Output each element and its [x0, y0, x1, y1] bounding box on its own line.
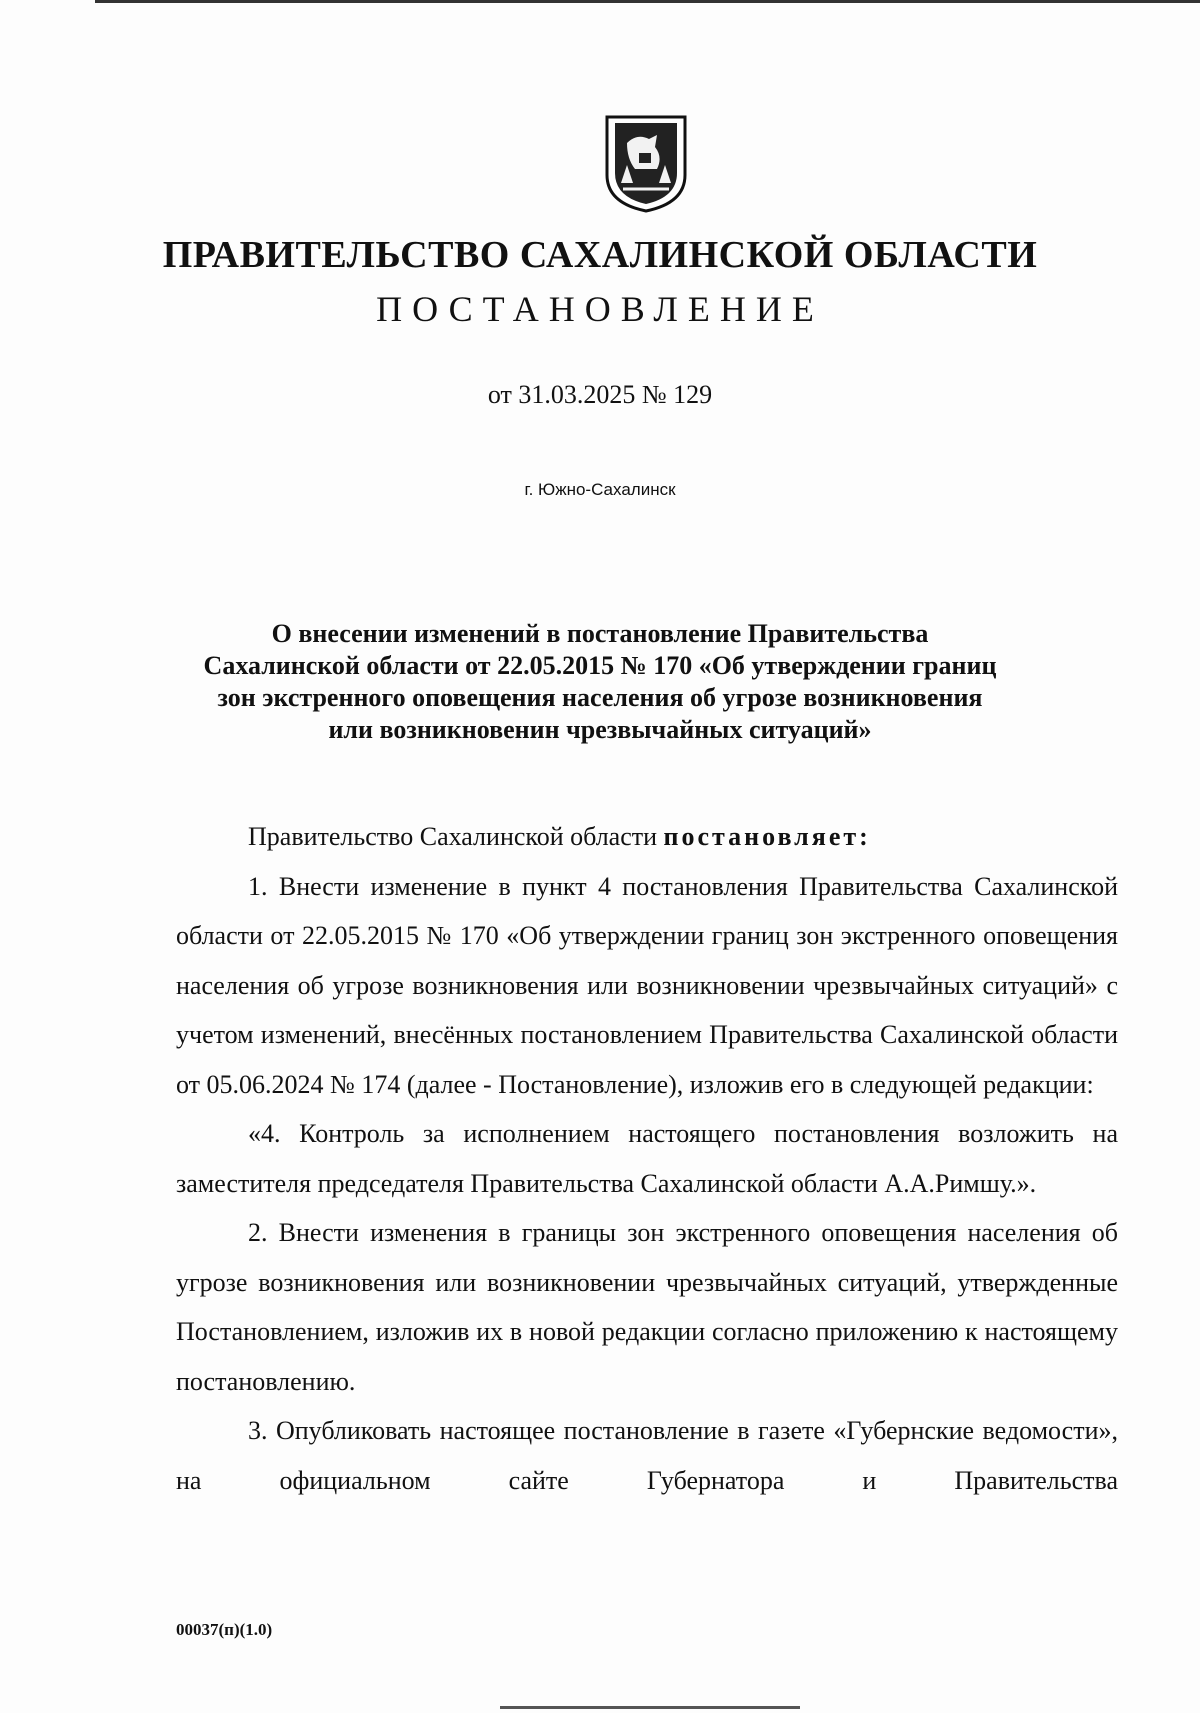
paragraph-1-quote: «4. Контроль за исполнением настоящего постановления возложить на заместителя председателя Правительства Сахалинской области А.А.Римшу.».: [176, 1119, 1118, 1198]
paragraph-2: 2. Внести изменения в границы зон экстренного оповещения населения об угрозе возникновения или возникновении чрезвычайных ситуаций, утвержденные Постановлением, изложив их в новой редакции согласно приложению к настоящему постановлению.: [176, 1218, 1118, 1396]
coat-of-arms-icon: [597, 113, 695, 213]
intro-paragraph: [176, 812, 1118, 862]
top-border-line: [95, 0, 1200, 3]
intro-verb: постановляет:: [663, 822, 871, 851]
paragraph-3: 3. Опубликовать настоящее постановление в газете «Губернские ведомости», на официальном сайте Губернатора и Правительства: [176, 1416, 1118, 1495]
document-type: ПОСТАНОВЛЕНИЕ: [376, 289, 824, 329]
decree-subject: О внесении изменений в постановление Правительства Сахалинской области от 22.05.2015 № 170 «Об утверждении границ зон экстренного оповещения населения об угрозе возникновения или возникновенин чрезвычайных ситуаций»: [203, 619, 997, 744]
intro-prefix: Правительство Сахалинской области: [248, 822, 658, 851]
form-code: 00037(п)(1.0): [176, 1620, 273, 1639]
decree-date-number: от 31.03.2025 № 129: [487, 380, 713, 409]
decree-body: [176, 812, 1118, 1505]
government-title: ПРАВИТЕЛЬСТВО САХАЛИНСКОЙ ОБЛАСТИ: [162, 234, 1038, 276]
bottom-border-line: [500, 1706, 800, 1709]
decree-city: г. Южно-Сахалинск: [524, 480, 676, 499]
paragraph-1: 1. Внести изменение в пункт 4 постановления Правительства Сахалинской области от 22.05.2015 № 170 «Об утверждении границ зон экстренного оповещения населения об угрозе возникновения или возникновении чрезвычайных ситуаций» с учетом изменений, внесённых постановлением Правительства Сахалинской области от 05.06.2024 № 174 (далее - Постановление), изложив его в следующей редакции:: [176, 871, 1118, 1099]
